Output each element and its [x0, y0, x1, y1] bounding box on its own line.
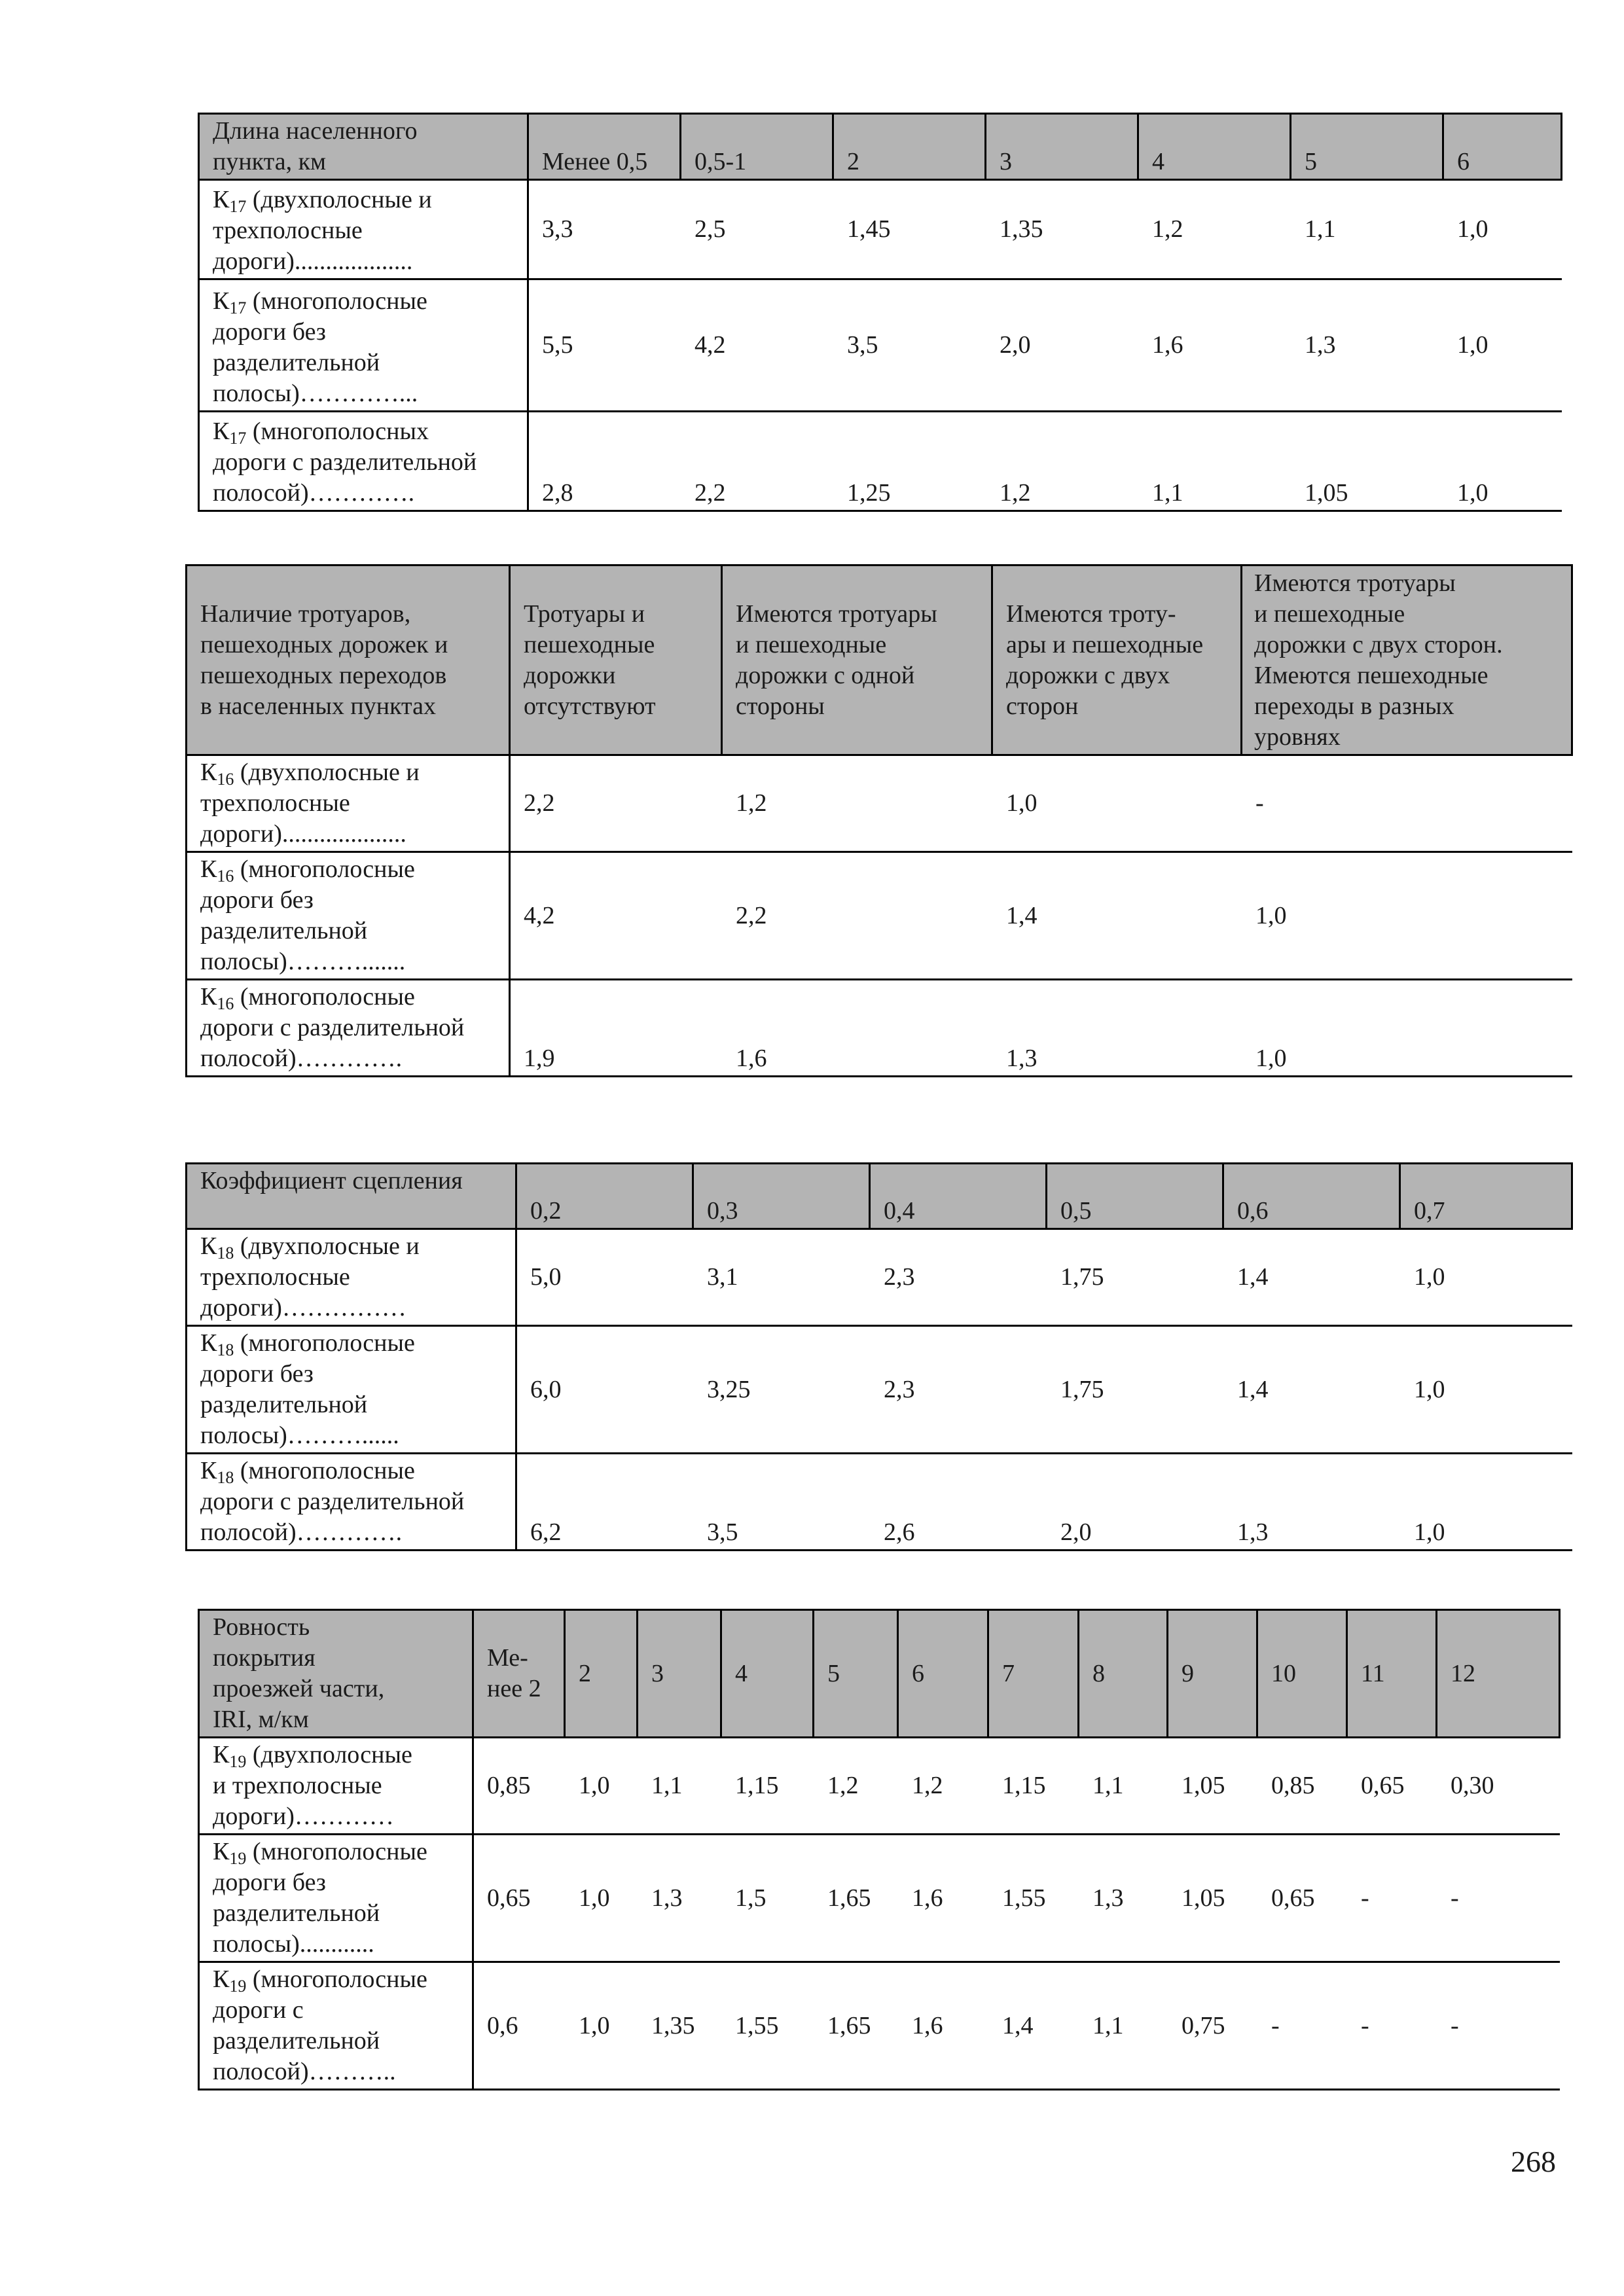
column-header: 11: [1347, 1610, 1437, 1738]
cell-value: 1,0: [1414, 1375, 1445, 1403]
column-header: 0,3: [693, 1164, 870, 1229]
column-header: 4: [1138, 114, 1291, 180]
column-header: 0,5: [1047, 1164, 1223, 1229]
cell-value: 2,2: [736, 901, 767, 929]
cell-value: 1,1: [1152, 479, 1183, 507]
cell-value: 1,1: [1092, 1772, 1124, 1799]
cell-value: 5,5: [542, 331, 573, 359]
cell-value: 1,3: [1305, 331, 1336, 359]
row-label: $К_{19}$ (двухполосные и трехполосные дороги)…………: [199, 1738, 473, 1835]
column-header: 7: [988, 1610, 1079, 1738]
column-header: 3: [638, 1610, 721, 1738]
cell-value: 2,2: [524, 789, 555, 817]
page-number: 268: [1511, 2145, 1556, 2178]
cell-value: 2,3: [884, 1263, 915, 1291]
cell-value: 1,25: [847, 479, 891, 507]
cell-value: 1,15: [1002, 1772, 1046, 1799]
cell-value: 1,3: [1006, 1045, 1038, 1072]
header-label: Ровность покрытия проезжей части, IRI, м/км: [199, 1610, 473, 1738]
cell-value: 0,85: [1271, 1772, 1315, 1799]
cell-value: 1,55: [735, 2011, 779, 2039]
row-values: [510, 980, 1572, 1077]
cell-value: 0,65: [487, 1884, 531, 1912]
column-header: Имеются троту- ары и пешеходные дорожки с двух сторон: [992, 565, 1242, 755]
cell-value: 1,6: [912, 2011, 943, 2039]
row-values: [473, 1962, 1560, 2090]
row-values: [473, 1738, 1560, 1835]
cell-value: 4,2: [524, 901, 555, 929]
row-values: [516, 1326, 1572, 1454]
table-row: [187, 1229, 1572, 1326]
cell-value: 3,1: [707, 1263, 738, 1291]
cell-value: 6,2: [530, 1518, 562, 1546]
cell-value: 1,6: [736, 1045, 767, 1072]
table-row: [187, 1454, 1572, 1551]
column-header: 6: [898, 1610, 988, 1738]
cell-value: 1,0: [1255, 1045, 1287, 1072]
cell-value: 2,5: [695, 215, 726, 243]
cell-value: 1,0: [1457, 215, 1489, 243]
cell-value: 1,75: [1060, 1263, 1104, 1291]
cell-value: 1,75: [1060, 1375, 1104, 1403]
row-label: $К_{18}$ (двухполосные и трехполосные дороги)……………: [187, 1229, 516, 1326]
cell-value: 2,8: [542, 479, 573, 507]
cell-value: 1,6: [912, 1884, 943, 1912]
header-label: Наличие тротуаров, пешеходных дорожек и пешеходных переходов в населенных пунктах: [187, 565, 510, 755]
row-values: [516, 1229, 1572, 1326]
cell-value: 0,65: [1271, 1884, 1315, 1912]
column-header: 5: [814, 1610, 898, 1738]
row-label: $К_{19}$ (многополосные дороги с разделительной полосой)………..: [199, 1962, 473, 2090]
cell-value: 1,3: [651, 1884, 683, 1912]
cell-value: -: [1451, 2011, 1459, 2039]
cell-value: -: [1361, 1884, 1369, 1912]
column-header: 0,2: [516, 1164, 693, 1229]
cell-value: 1,4: [1006, 901, 1038, 929]
cell-value: 3,5: [707, 1518, 738, 1546]
cell-value: 1,5: [735, 1884, 767, 1912]
cell-value: 2,6: [884, 1518, 915, 1546]
cell-value: 1,2: [827, 1772, 859, 1799]
cell-value: 1,6: [1152, 331, 1183, 359]
cell-value: 1,05: [1305, 479, 1348, 507]
cell-value: 1,4: [1002, 2011, 1034, 2039]
column-header: Имеются тротуары и пешеходные дорожки с одной стороны: [722, 565, 992, 755]
cell-value: 0,75: [1182, 2011, 1225, 2039]
cell-value: 1,9: [524, 1045, 555, 1072]
column-header: 8: [1079, 1610, 1168, 1738]
row-label: $К_{17}$ (двухполосные и трехполосные дороги)...................: [199, 180, 528, 279]
cell-value: 1,0: [1457, 479, 1489, 507]
column-header: 2: [565, 1610, 638, 1738]
row-label: $К_{19}$ (многополосные дороги без разделительной полосы)............: [199, 1835, 473, 1962]
row-label: $К_{17}$ (многополосных дороги с разделительной полосой)………….: [199, 412, 528, 511]
column-header: 0,7: [1400, 1164, 1572, 1229]
row-values: [510, 852, 1572, 980]
column-header: Менее 0,5: [528, 114, 681, 180]
table-row: [199, 1738, 1560, 1835]
cell-value: 1,0: [1414, 1518, 1445, 1546]
cell-value: 1,65: [827, 2011, 871, 2039]
header-label: Коэффициент сцепления: [187, 1164, 516, 1229]
cell-value: 1,1: [651, 1772, 683, 1799]
cell-value: 2,2: [695, 479, 726, 507]
cell-value: 0,85: [487, 1772, 531, 1799]
cell-value: -: [1271, 2011, 1280, 2039]
cell-value: 1,65: [827, 1884, 871, 1912]
row-values: [516, 1454, 1572, 1551]
column-header: Имеются тротуары и пешеходные дорожки с двух сторон. Имеются пешеходные переходы в разных уровнях: [1242, 565, 1572, 755]
cell-value: 6,0: [530, 1375, 562, 1403]
table-row: [187, 1326, 1572, 1454]
table-k19-header: [199, 1610, 1560, 1738]
table-row: [187, 980, 1572, 1077]
column-header: 0,5-1: [681, 114, 833, 180]
cell-value: 1,0: [579, 1772, 610, 1799]
cell-value: 1,05: [1182, 1884, 1225, 1912]
row-label: $К_{16}$ (двухполосные и трехполосные дороги)....................: [187, 755, 510, 852]
column-header: 6: [1443, 114, 1562, 180]
cell-value: 1,35: [651, 2011, 695, 2039]
cell-value: 2,0: [1060, 1518, 1092, 1546]
table-k19: [198, 1609, 1561, 2090]
cell-value: 5,0: [530, 1263, 562, 1291]
row-label: $К_{17}$ (многополосные дороги без разделительной полосы)…………...: [199, 279, 528, 412]
column-header: 10: [1257, 1610, 1347, 1738]
cell-value: 2,3: [884, 1375, 915, 1403]
cell-value: 1,45: [847, 215, 891, 243]
cell-value: 3,25: [707, 1375, 751, 1403]
table-row: [199, 1962, 1560, 2090]
column-header: 3: [986, 114, 1138, 180]
cell-value: 0,65: [1361, 1772, 1405, 1799]
cell-value: 1,2: [912, 1772, 943, 1799]
cell-value: 1,1: [1092, 2011, 1124, 2039]
table-k18: [185, 1162, 1573, 1551]
table-row: [199, 1835, 1560, 1962]
cell-value: 0,30: [1451, 1772, 1494, 1799]
column-header: 4: [721, 1610, 814, 1738]
column-header: Тротуары и пешеходные дорожки отсутствуют: [510, 565, 722, 755]
cell-value: -: [1451, 1884, 1459, 1912]
cell-value: 3,3: [542, 215, 573, 243]
cell-value: 1,0: [1255, 901, 1287, 929]
row-label: $К_{16}$ (многополосные дороги без разделительной полосы)……….......: [187, 852, 510, 980]
row-values: [528, 279, 1562, 412]
column-header: 0,6: [1223, 1164, 1400, 1229]
cell-value: 1,55: [1002, 1884, 1046, 1912]
row-values: [528, 412, 1562, 511]
row-values: [510, 755, 1572, 852]
row-label: $К_{18}$ (многополосные дороги без разделительной полосы)………......: [187, 1326, 516, 1454]
cell-value: 1,15: [735, 1772, 779, 1799]
table-row: [187, 852, 1572, 980]
cell-value: 1,3: [1237, 1518, 1269, 1546]
table-row: [187, 755, 1572, 852]
table-row: [199, 180, 1562, 279]
column-header: 9: [1168, 1610, 1257, 1738]
row-values: [473, 1835, 1560, 1962]
column-header: 12: [1437, 1610, 1560, 1738]
cell-value: -: [1361, 2011, 1369, 2039]
column-header: 2: [833, 114, 986, 180]
column-header: 5: [1291, 114, 1443, 180]
cell-value: 1,1: [1305, 215, 1336, 243]
table-k16-header: [187, 565, 1572, 755]
header-label: Длина населенного пункта, км: [199, 114, 528, 180]
table-k18-header: [187, 1164, 1572, 1229]
row-label: $К_{16}$ (многополосные дороги с разделительной полосой)………….: [187, 980, 510, 1077]
cell-value: 1,4: [1237, 1263, 1269, 1291]
cell-value: 4,2: [695, 331, 726, 359]
cell-value: 1,0: [579, 1884, 610, 1912]
table-k17-header: [199, 114, 1562, 180]
table-k17: [198, 113, 1562, 512]
cell-value: 1,4: [1237, 1375, 1269, 1403]
cell-value: 1,0: [1457, 331, 1489, 359]
cell-value: 3,5: [847, 331, 878, 359]
row-values: [528, 180, 1562, 279]
table-k16: [185, 564, 1573, 1077]
cell-value: 1,0: [579, 2011, 610, 2039]
cell-value: 1,0: [1006, 789, 1038, 817]
column-header: 0,4: [870, 1164, 1047, 1229]
cell-value: 1,2: [1152, 215, 1183, 243]
cell-value: 1,05: [1182, 1772, 1225, 1799]
cell-value: 1,2: [1000, 479, 1031, 507]
cell-value: 1,3: [1092, 1884, 1124, 1912]
row-label: $К_{18}$ (многополосные дороги с разделительной полосой)………….: [187, 1454, 516, 1551]
column-header: Ме- нее 2: [473, 1610, 565, 1738]
table-row: [199, 279, 1562, 412]
cell-value: -: [1255, 789, 1264, 817]
cell-value: 1,35: [1000, 215, 1043, 243]
cell-value: 1,2: [736, 789, 767, 817]
table-row: [199, 412, 1562, 511]
cell-value: 0,6: [487, 2011, 518, 2039]
cell-value: 2,0: [1000, 331, 1031, 359]
cell-value: 1,0: [1414, 1263, 1445, 1291]
